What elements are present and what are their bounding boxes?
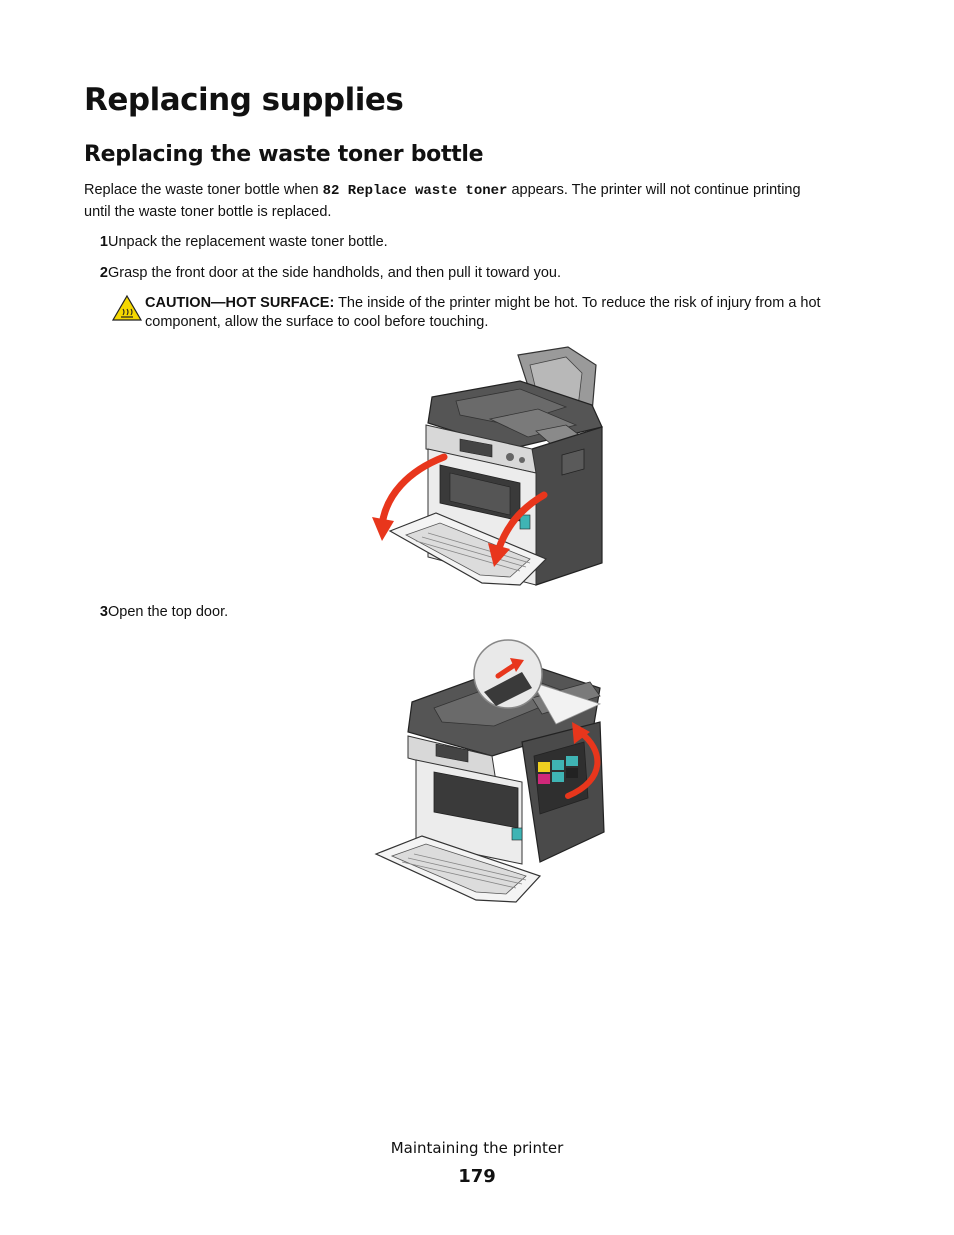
step-1 (84, 232, 884, 252)
page-number: 179 (458, 1166, 496, 1187)
intro-text-line2: until the waste toner bottle is replaced. (84, 204, 332, 220)
topic-title: Replacing the waste toner bottle (84, 142, 484, 167)
step-text: Unpack the replacement waste toner bottle. (108, 234, 388, 250)
step-number: 2 (99, 265, 108, 281)
hot-surface-warning-icon (112, 294, 142, 322)
step-text: Grasp the front door at the side handholds, and then pull it toward you. (108, 265, 562, 281)
step-number: 3 (99, 604, 108, 620)
intro-text-after: appears. The printer will not continue printing (507, 182, 801, 198)
intro-message-code: 82 Replace waste toner (322, 183, 508, 199)
step-number: 1 (99, 234, 108, 250)
intro-text-before: Replace the waste toner bottle when (84, 182, 323, 198)
step-text: Open the top door. (108, 604, 229, 620)
caution-label: CAUTION—HOT SURFACE: (145, 295, 335, 311)
intro-paragraph (84, 180, 884, 223)
step-3 (84, 602, 884, 622)
caution-text-line2: component, allow the surface to cool before touching. (145, 314, 489, 330)
section-title: Replacing supplies (84, 82, 404, 118)
step-2 (84, 263, 884, 283)
front-door-open-illustration (370, 345, 606, 591)
footer-chapter: Maintaining the printer (390, 1139, 564, 1157)
caution-text-line1: The inside of the printer might be hot. To reduce the risk of injury from a hot (334, 295, 821, 311)
top-door-open-illustration (372, 632, 608, 908)
